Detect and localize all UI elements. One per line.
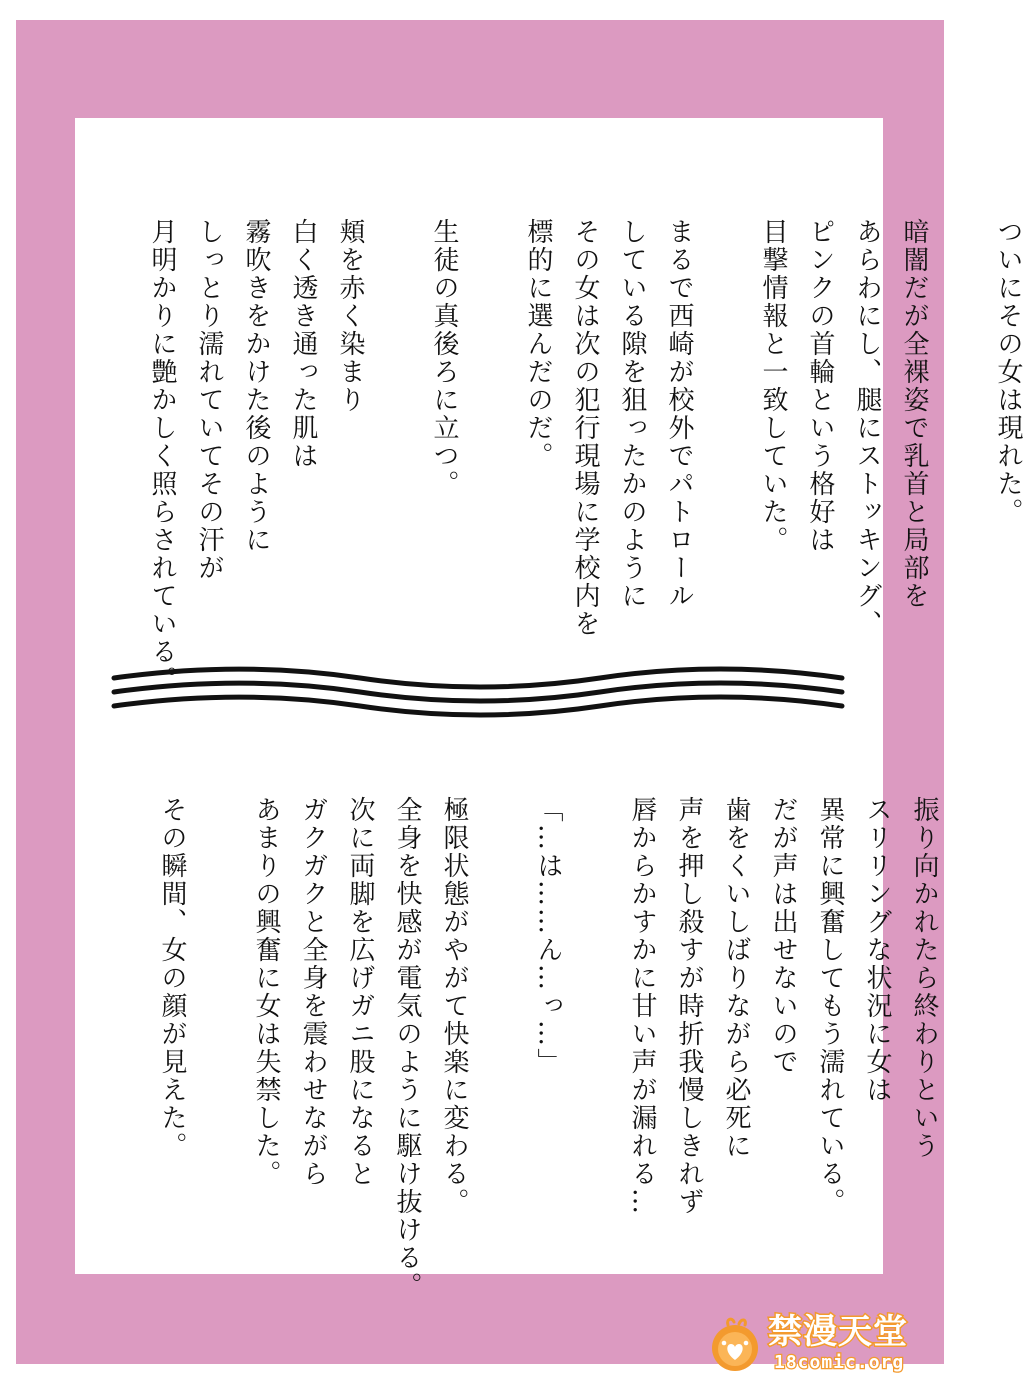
blank-line xyxy=(467,218,514,694)
text-line: 全身を快感が電気のように駆け抜ける。 xyxy=(392,796,422,1300)
site-watermark xyxy=(706,1312,946,1378)
blank-line xyxy=(195,796,242,1300)
dialogue-line: 「…は……ん…っ…」 xyxy=(533,796,563,1076)
text-line: 唇からかすかに甘い声が漏れる… xyxy=(627,796,657,1216)
text-line: ピンクの首輪という格好は xyxy=(805,218,835,554)
text-line: 霧吹きをかけた後のように xyxy=(241,218,271,554)
text-line: ガクガクと全身を震わせながら xyxy=(298,796,328,1188)
text-line: 異常に興奮してもう濡れている。 xyxy=(815,796,845,1216)
blank-line xyxy=(373,218,420,694)
text-line: 目撃情報と一致していた。 xyxy=(758,218,788,554)
text-line: 極限状態がやがて快楽に変わる。 xyxy=(439,796,469,1216)
text-line: している隙を狙ったかのように xyxy=(617,218,647,610)
text-line: その女は次の犯行現場に学校内を xyxy=(570,218,600,638)
text-line: 標的に選んだのだ。 xyxy=(523,218,553,470)
blank-line xyxy=(937,218,984,694)
upper-text-block xyxy=(138,218,1031,694)
wavy-divider xyxy=(110,666,846,718)
text-line: 月明かりに艶かしく照らされている。 xyxy=(147,218,177,694)
text-line: 生徒の真後ろに立つ。 xyxy=(429,218,459,498)
text-line: その瞬間、女の顔が見えた。 xyxy=(157,796,187,1160)
text-line: スリリングな状況に女は xyxy=(862,796,892,1104)
text-line: まるで西崎が校外でパトロール xyxy=(664,218,694,610)
text-line: 暗闇だが全裸姿で乳首と局部を xyxy=(899,218,929,610)
text-line: 頬を赤く染まり xyxy=(335,218,365,414)
watermark-url: 18comic.org xyxy=(774,1352,905,1373)
text-line: しっとり濡れていてその汗が xyxy=(194,218,224,582)
text-line: 次に両脚を広げガニ股になると xyxy=(345,796,375,1188)
blank-line xyxy=(702,218,749,694)
text-line: 振り向かれたら終わりという xyxy=(909,796,939,1160)
blank-line xyxy=(477,796,524,1300)
watermark-title: 禁漫天堂 xyxy=(768,1312,908,1352)
lower-text-block xyxy=(148,796,947,1300)
text-line: 声を押し殺すが時折我慢しきれず xyxy=(674,796,704,1216)
text-line: 白く透き通った肌は xyxy=(288,218,318,470)
text-line: あまりの興奮に女は失禁した。 xyxy=(251,796,281,1188)
text-line: ついにその女は現れた。 xyxy=(993,218,1023,526)
text-line: あらわにし、腿にストッキング、 xyxy=(852,218,882,638)
text-line: 歯をくいしばりながら必死に xyxy=(721,796,751,1160)
mascot-logo-icon xyxy=(706,1316,764,1374)
text-line: だが声は出せないので xyxy=(768,796,798,1076)
blank-line xyxy=(571,796,618,1300)
